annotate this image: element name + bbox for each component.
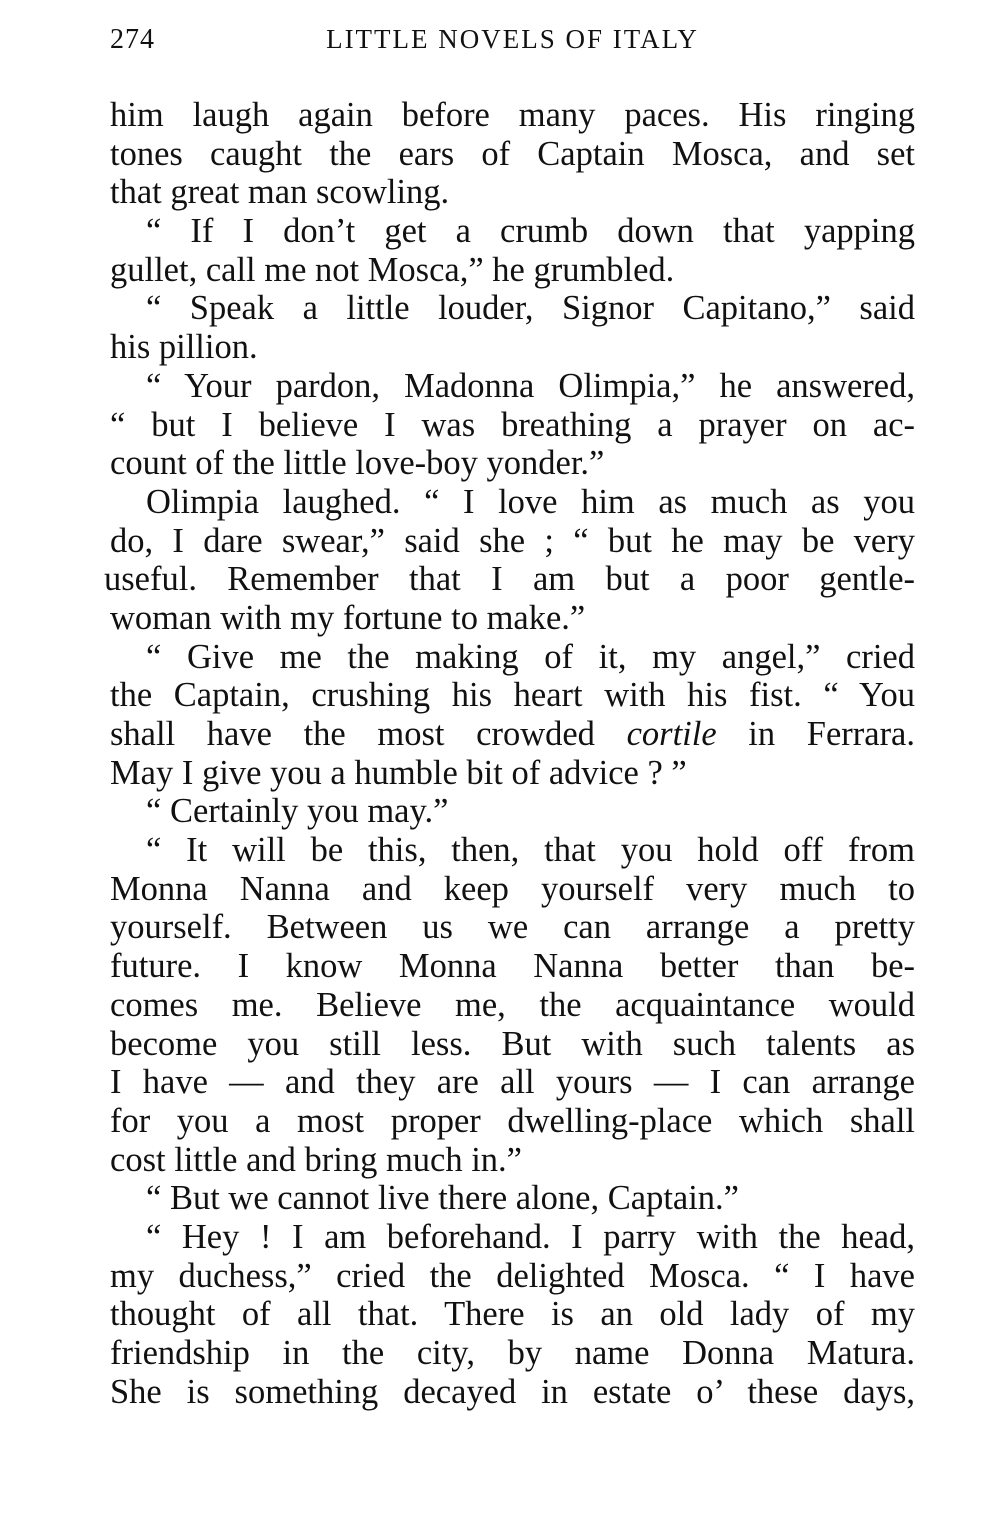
text-line: “ If I don’t get a crumb down that yapping	[146, 212, 915, 251]
text-line: him laugh again before many paces. His ringing	[110, 96, 915, 134]
text-line: “ Hey ! I am beforehand. I parry with the head,	[146, 1217, 915, 1256]
text-line: friendship in the city, by name Donna Matura.	[110, 1334, 915, 1372]
text-line: “ but I believe I was breathing a prayer on ac-	[110, 405, 915, 444]
text-fragment: in Ferrara.	[716, 715, 915, 753]
text-line: cost little and bring much in.”	[110, 1140, 522, 1179]
italic-word: cortile	[626, 715, 717, 753]
text-line: comes me. Believe me, the acquaintance would	[110, 985, 915, 1024]
text-line: “ But we cannot live there alone, Captain.”	[146, 1179, 739, 1218]
text-line: tones caught the ears of Captain Mosca, and set	[110, 134, 915, 173]
text-line: yourself. Between us we can arrange a pretty	[110, 908, 915, 947]
text-line: Monna Nanna and keep yourself very much to	[110, 869, 915, 908]
page-header	[110, 24, 915, 64]
text-line: the Captain, crushing his heart with his fist. “ You	[110, 676, 915, 715]
text-line: for you a most proper dwelling-place which shall	[110, 1101, 915, 1140]
text-line: thought of all that. There is an old lady of my	[110, 1295, 915, 1334]
text-line: future. I know Monna Nanna better than be-	[110, 947, 915, 986]
text-line: gullet, call me not Mosca,” he grumbled.	[110, 250, 675, 289]
text-line: “ Certainly you may.”	[146, 792, 449, 831]
running-head: LITTLE NOVELS OF ITALY	[326, 24, 699, 54]
text-line: “ It will be this, then, that you hold off from	[146, 831, 915, 870]
text-line: do, I dare swear,” said she ; “ but he may be very	[110, 521, 915, 560]
text-line: She is something decayed in estate o’ these days,	[110, 1372, 915, 1411]
text-line: “ Give me the making of it, my angel,” cried	[146, 637, 915, 676]
text-line: “ Speak a little louder, Signor Capitano,” said	[146, 289, 915, 328]
text-line: Olimpia laughed. “ I love him as much as you	[146, 482, 915, 521]
text-line: useful. Remember that I am but a poor gentle-	[104, 560, 915, 599]
text-line: “ Your pardon, Madonna Olimpia,” he answered,	[146, 366, 915, 405]
text-line: become you still less. But with such talents as	[110, 1024, 915, 1063]
text-fragment: shall have the most crowded	[110, 715, 627, 753]
text-line: that great man scowling.	[110, 173, 450, 212]
text-line	[110, 715, 915, 754]
text-line: May I give you a humble bit of advice ? ”	[110, 753, 687, 792]
text-line: count of the little love-boy yonder.”	[110, 444, 605, 483]
body-text	[104, 96, 915, 1411]
text-line: woman with my fortune to make.”	[110, 598, 586, 637]
page-number: 274	[110, 24, 155, 55]
text-line: I have — and they are all yours — I can arrange	[110, 1063, 915, 1102]
text-line: my duchess,” cried the delighted Mosca. “ I have	[110, 1256, 915, 1295]
text-line: his pillion.	[110, 328, 258, 367]
